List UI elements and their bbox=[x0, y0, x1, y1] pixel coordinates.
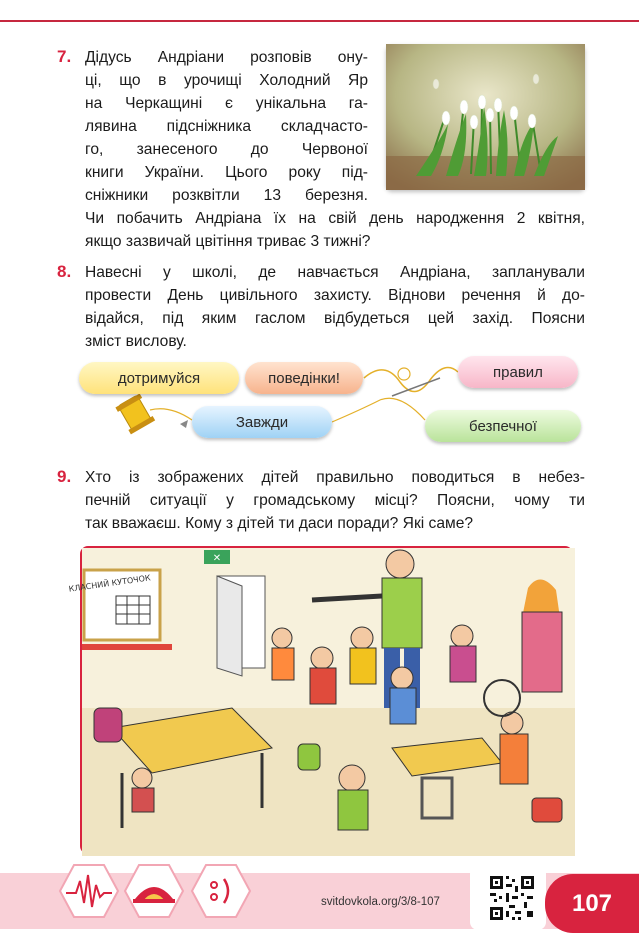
task-8-line: Навесні у школі, де навчається Андріана, запланували bbox=[85, 264, 585, 281]
word-card: Завжди bbox=[192, 406, 332, 438]
word-card: дотримуйся bbox=[79, 362, 239, 394]
task-7-line: сніжники розквітли 13 березня. bbox=[85, 187, 368, 204]
heartbeat-icon bbox=[60, 863, 118, 919]
task-7-number: 7. bbox=[57, 47, 72, 66]
task-7-line: лявина підсніжника складчасто- bbox=[85, 118, 368, 135]
page-number: 107 bbox=[545, 874, 639, 933]
footer-url[interactable]: svitdovkola.org/3/8-107 bbox=[321, 896, 440, 908]
task-7-line: Чи побачить Андріана їх на свій день народження 2 квітня, bbox=[85, 210, 585, 227]
classroom-illustration bbox=[68, 546, 573, 854]
word-card: поведінки! bbox=[245, 362, 363, 394]
qr-code[interactable] bbox=[470, 866, 546, 930]
task-8-line: відайся, під яким гаслом відбудеться цей захід. Поясни bbox=[85, 310, 585, 327]
task-9-line: так вважаєш. Кому з дітей ти даси поради? Які саме? bbox=[85, 515, 474, 532]
task-9-number: 9. bbox=[57, 467, 72, 486]
task-8-line: провести День цивільного захисту. Віднови речення й до- bbox=[85, 287, 585, 304]
bridge-icon bbox=[125, 863, 183, 919]
speech-waves-icon bbox=[192, 863, 250, 919]
task-7-line: ці, що в урочищі Холодний Яр bbox=[85, 72, 368, 89]
board-sign: КЛАСНИЙ КУТОЧОК bbox=[68, 573, 152, 594]
task-9-line: печній ситуації у громадському місці? Поясни, чому ти bbox=[85, 492, 585, 509]
task-7-line: книги України. Цього року під- bbox=[85, 164, 368, 181]
task-8-number: 8. bbox=[57, 262, 72, 281]
task-7-line: на Черкащині є унікальна га- bbox=[85, 95, 368, 112]
task-9-line: Хто із зображених дітей правильно поводиться в небез- bbox=[85, 469, 585, 486]
task-8-line: зміст вислову. bbox=[85, 333, 187, 350]
task-7-line: го, занесеного до Червоної bbox=[85, 141, 368, 158]
task-7-line: Дідусь Андріани розповів ону- bbox=[85, 49, 368, 66]
word-card: безпечної bbox=[425, 410, 581, 442]
task-7-line: якщо зазвичай цвітіння триває 3 тижні? bbox=[85, 233, 371, 250]
svg-text:✕: ✕ bbox=[212, 553, 222, 564]
word-card: правил bbox=[458, 356, 578, 388]
